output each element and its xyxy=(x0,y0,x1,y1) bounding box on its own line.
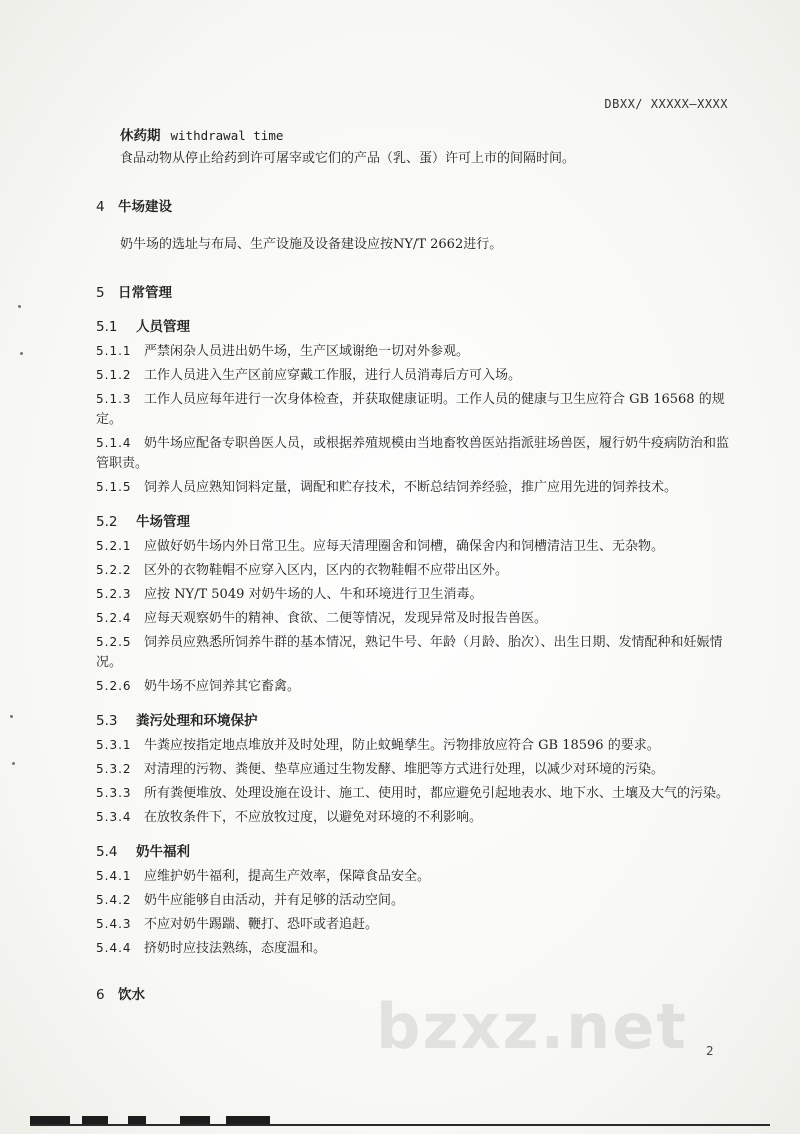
section-number: 4 xyxy=(96,199,105,215)
section-title: 牛场建设 xyxy=(118,199,172,215)
clause-text: 在放牧条件下，不应放牧过度，以避免对环境的不利影响。 xyxy=(144,810,483,825)
clause-number: 5.4.2 xyxy=(96,893,132,907)
subsection-number: 5.2 xyxy=(96,514,118,530)
clause xyxy=(96,914,736,935)
subsection-heading xyxy=(96,842,736,862)
subsection-number: 5.3 xyxy=(96,713,118,729)
clause xyxy=(96,866,736,887)
clause-text: 饲养人员应熟知饲料定量，调配和贮存技术，不断总结饲养经验，推广应用先进的饲养技术。 xyxy=(144,480,678,495)
clause-number: 5.3.4 xyxy=(96,810,132,824)
clause-text: 工作人员进入生产区前应穿戴工作服，进行人员消毒后方可入场。 xyxy=(144,368,522,383)
subsection-number: 5.1 xyxy=(96,319,118,335)
clause-text: 严禁闲杂人员进出奶牛场，生产区域谢绝一切对外参观。 xyxy=(144,344,470,359)
clause xyxy=(96,341,736,362)
clause xyxy=(96,584,736,605)
scan-speck xyxy=(18,305,21,308)
clause-number: 5.2.6 xyxy=(96,679,132,693)
clause xyxy=(96,365,736,386)
scan-speck xyxy=(10,715,13,718)
subsection-heading xyxy=(96,317,736,337)
subsection-heading xyxy=(96,711,736,731)
section-4-heading xyxy=(96,197,736,217)
section-5-subsections xyxy=(96,317,736,959)
term-heading xyxy=(120,126,736,146)
subsection-title: 奶牛福利 xyxy=(136,844,190,860)
subsection-title: 粪污处理和环境保护 xyxy=(136,713,258,729)
clause xyxy=(96,807,736,828)
clause xyxy=(96,632,736,673)
clause-text: 所有粪便堆放、处理设施在设计、施工、使用时，都应避免引起地表水、地下水、土壤及大气的污染。 xyxy=(144,786,730,801)
clause xyxy=(96,676,736,697)
section-5-heading xyxy=(96,283,736,303)
section-title: 饮水 xyxy=(118,987,145,1003)
clause-number: 5.4.1 xyxy=(96,869,132,883)
clause-text: 挤奶时应技法熟练，态度温和。 xyxy=(144,941,327,956)
subsection-title: 牛场管理 xyxy=(136,514,190,530)
site-watermark: bzxz.net xyxy=(376,990,688,1063)
clause xyxy=(96,477,736,498)
clause-number: 5.4.3 xyxy=(96,917,132,931)
clause-text: 奶牛场不应饲养其它畜禽。 xyxy=(144,679,301,694)
clause-number: 5.2.5 xyxy=(96,635,132,649)
clause-number: 5.1.3 xyxy=(96,392,132,406)
term-zh: 休药期 xyxy=(120,128,161,144)
clause-text: 工作人员应每年进行一次身体检查，并获取健康证明。工作人员的健康与卫生应符合 GB 16568 的规定。 xyxy=(96,392,725,427)
clause-number: 5.2.1 xyxy=(96,539,132,553)
clause xyxy=(96,560,736,581)
clause-text: 对清理的污物、粪便、垫草应通过生物发酵、堆肥等方式进行处理，以减少对环境的污染。 xyxy=(144,762,665,777)
clause xyxy=(96,783,736,804)
standard-code: DBXX/ XXXXX—XXXX xyxy=(604,97,728,111)
subsection-heading xyxy=(96,512,736,532)
clause xyxy=(96,433,736,474)
scan-edge-line xyxy=(30,1124,770,1126)
scan-speck xyxy=(12,762,15,765)
clause-number: 5.1.2 xyxy=(96,368,132,382)
clause xyxy=(96,938,736,959)
clause-text: 应维护奶牛福利，提高生产效率，保障食品安全。 xyxy=(144,869,431,884)
clause-number: 5.2.3 xyxy=(96,587,132,601)
scan-speck xyxy=(20,352,23,355)
clause xyxy=(96,759,736,780)
section-number: 6 xyxy=(96,987,105,1003)
clause xyxy=(96,389,736,430)
clause xyxy=(96,735,736,756)
clause xyxy=(96,608,736,629)
document-body xyxy=(96,126,736,1005)
clause-text: 区外的衣物鞋帽不应穿入区内，区内的衣物鞋帽不应带出区外。 xyxy=(144,563,509,578)
clause-text: 奶牛应能够自由活动，并有足够的活动空间。 xyxy=(144,893,405,908)
clause-number: 5.3.1 xyxy=(96,738,132,752)
clause-number: 5.2.2 xyxy=(96,563,132,577)
page-number: 2 xyxy=(706,1044,714,1058)
subsection-number: 5.4 xyxy=(96,844,118,860)
clause-text: 应每天观察奶牛的精神、食欲、二便等情况，发现异常及时报告兽医。 xyxy=(144,611,548,626)
subsection-title: 人员管理 xyxy=(136,319,190,335)
clause-number: 5.1.4 xyxy=(96,436,132,450)
clause xyxy=(96,536,736,557)
clause-number: 5.1.5 xyxy=(96,480,132,494)
clause-text: 不应对奶牛踢踹、鞭打、恐吓或者追赶。 xyxy=(144,917,379,932)
section-title: 日常管理 xyxy=(118,285,172,301)
clause-text: 应做好奶牛场内外日常卫生。应每天清理圈舍和饲槽，确保舍内和饲槽清洁卫生、无杂物。 xyxy=(144,539,665,554)
section-number: 5 xyxy=(96,285,105,301)
clause-text: 饲养员应熟悉所饲养牛群的基本情况，熟记牛号、年龄（月龄、胎次）、出生日期、发情配种和妊娠情况。 xyxy=(96,635,723,670)
term-definition: 食品动物从停止给药到许可屠宰或它们的产品（乳、蛋）许可上市的间隔时间。 xyxy=(120,151,576,166)
clause-text: 应按 NY/T 5049 对奶牛场的人、牛和环境进行卫生消毒。 xyxy=(144,587,483,602)
clause-number: 5.1.1 xyxy=(96,344,132,358)
clause-text: 奶牛场应配备专职兽医人员，或根据养殖规模由当地畜牧兽医站指派驻场兽医，履行奶牛疫病防治和监管职责。 xyxy=(96,436,730,471)
term-en: withdrawal time xyxy=(170,128,284,143)
clause-text: 牛粪应按指定地点堆放并及时处理，防止蚊蝇孳生。污物排放应符合 GB 18596 的要求。 xyxy=(144,738,660,753)
section-4-text: 奶牛场的选址与布局、生产设施及设备建设应按NY/T 2662进行。 xyxy=(120,237,503,252)
clause-number: 5.2.4 xyxy=(96,611,132,625)
clause-number: 5.3.2 xyxy=(96,762,132,776)
clause-number: 5.3.3 xyxy=(96,786,132,800)
clause-number: 5.4.4 xyxy=(96,941,132,955)
clause xyxy=(96,890,736,911)
